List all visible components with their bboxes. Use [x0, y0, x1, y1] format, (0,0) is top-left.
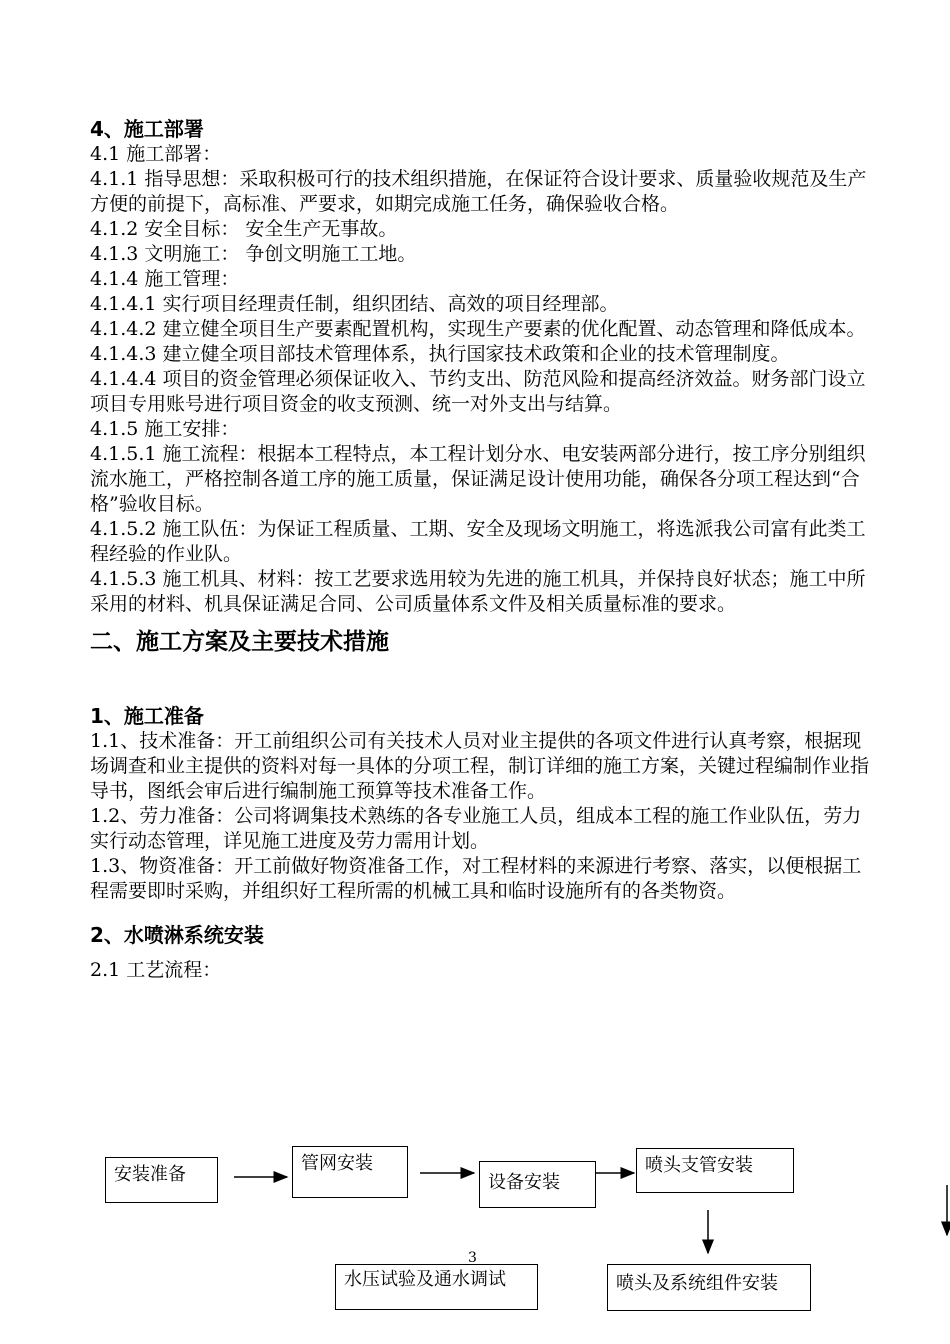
section-1-heading: 1、施工准备: [90, 704, 204, 728]
paragraph: 4.1.3 文明施工： 争创文明施工工地。: [90, 243, 417, 265]
flow-step-pipe-network: 管网安装: [292, 1146, 408, 1198]
paragraph: 4.1.4.1 实行项目经理责任制，组织团结、高效的项目经理部。: [90, 293, 619, 315]
paragraph: 4.1.5.3 施工机具、材料：按工艺要求选用较为先进的施工机具，并保持良好状态；施工中所采用的材料、机具保证满足合同、公司质量体系文件及相关质量标准的要求。: [90, 568, 866, 615]
paragraph: 2.1 工艺流程：: [90, 959, 222, 981]
part-2-heading: 二、施工方案及主要技术措施: [90, 629, 389, 655]
paragraph: 1.1、技术准备：开工前组织公司有关技术人员对业主提供的各项文件进行认真考察，根据现场调查和业主提供的资料对每一具体的分项工程，制订详细的施工方案，关键过程编制作业指导书，图纸会审后进行编制施工预算等技术准备工作。: [90, 730, 870, 802]
flow-step-branch-pipe: 喷头支管安装: [636, 1148, 794, 1193]
flow-step-equipment: 设备安装: [479, 1161, 596, 1208]
paragraph: 4.1.4 施工管理：: [90, 268, 240, 290]
flow-step-sprinkler-components: 喷头及系统组件安装: [607, 1264, 811, 1311]
paragraph: 4.1.4.2 建立健全项目生产要素配置机构，实现生产要素的优化配置、动态管理和降低成本。: [90, 318, 866, 340]
paragraph: 4.1.5 施工安排：: [90, 418, 240, 440]
flow-step-pressure-test: 水压试验及通水调试: [335, 1264, 538, 1310]
paragraph: 1.3、物资准备：开工前做好物资准备工作，对工程材料的来源进行考察、落实，以便根据工程需要即时采购，并组织好工程所需的机械工具和临时设施所有的各类物资。: [90, 855, 862, 902]
paragraph: 4.1 施工部署：: [90, 143, 222, 165]
paragraph: 1.2、劳力准备：公司将调集技术熟练的各专业施工人员，组成本工程的施工作业队伍，劳力实行动态管理，详见施工进度及劳力需用计划。: [90, 805, 862, 852]
page-number: 3: [468, 1250, 477, 1266]
section-2-heading: 2、水喷淋系统安装: [90, 923, 264, 947]
document-body: [90, 116, 870, 983]
section-4-heading: 4、施工部署: [90, 117, 204, 141]
flow-step-prepare: 安装准备: [105, 1157, 218, 1203]
paragraph: 4.1.5.1 施工流程：根据本工程特点，本工程计划分水、电安装两部分进行，按工序分别组织流水施工，严格控制各道工序的施工质量，保证满足设计使用功能，确保各分项工程达到“合格”验收目标。: [90, 443, 866, 515]
paragraph: 4.1.2 安全目标： 安全生产无事故。: [90, 218, 398, 240]
paragraph: 4.1.1 指导思想：采取积极可行的技术组织措施，在保证符合设计要求、质量验收规范及生产方便的前提下，高标准、严要求，如期完成施工任务，确保验收合格。: [90, 168, 867, 215]
paragraph: 4.1.4.4 项目的资金管理必须保证收入、节约支出、防范风险和提高经济效益。财务部门设立项目专用账号进行项目资金的收支预测、统一对外支出与结算。: [90, 368, 866, 415]
paragraph: 4.1.4.3 建立健全项目部技术管理体系，执行国家技术政策和企业的技术管理制度。: [90, 343, 790, 365]
paragraph: 4.1.5.2 施工队伍：为保证工程质量、工期、安全及现场文明施工，将选派我公司富有此类工程经验的作业队。: [90, 518, 866, 565]
